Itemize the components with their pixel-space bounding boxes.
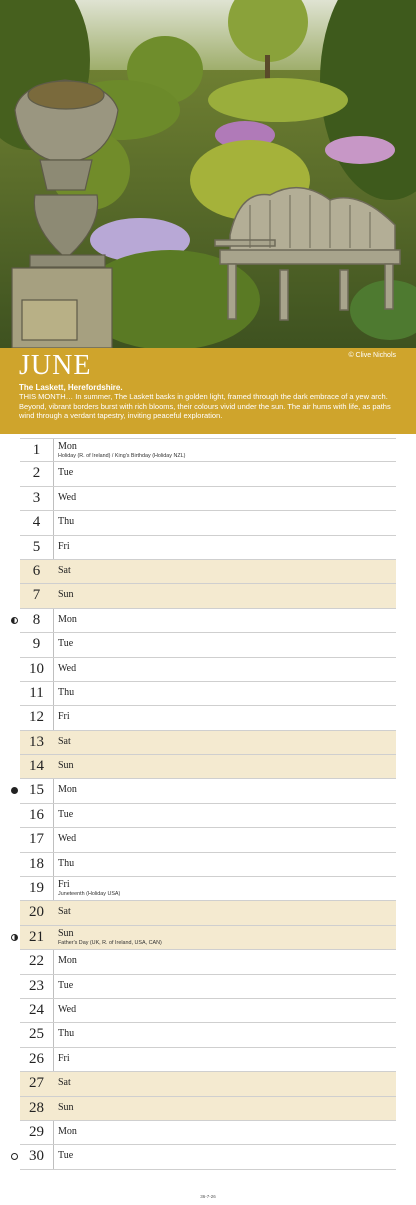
day-row[interactable] [20,536,396,560]
day-number: 14 [29,758,44,775]
day-row[interactable] [20,658,396,682]
day-row[interactable] [20,706,396,730]
day-number: 18 [29,855,44,872]
day-row[interactable] [20,560,396,584]
day-number: 1 [32,442,41,458]
day-name: Mon [58,613,77,625]
day-number: 26 [29,1050,44,1067]
day-grid [20,438,396,1170]
day-number: 15 [29,782,44,799]
moon-phase-icon [11,787,18,794]
day-row[interactable] [20,1121,396,1145]
day-row[interactable] [20,584,396,608]
day-number: 13 [29,733,44,750]
day-row[interactable] [20,804,396,828]
day-row[interactable] [20,926,396,950]
photo-location: The Laskett, Herefordshire. [19,383,123,392]
holiday-note: Father's Day (UK, R. of Ireland, USA, CAN) [58,939,162,946]
day-number: 29 [29,1123,44,1140]
holiday-note: Juneteenth (Holiday USA) [58,891,121,898]
day-number: 5 [32,538,41,555]
day-name: Thu [58,857,75,869]
day-name: Fri [58,540,70,552]
day-row[interactable] [20,1145,396,1169]
day-row[interactable] [20,462,396,486]
day-name: Thu [58,686,75,698]
day-number: 16 [29,806,44,823]
day-number: 23 [29,977,44,994]
day-row[interactable] [20,901,396,925]
day-name: Tue [58,638,74,650]
day-row[interactable] [20,877,396,901]
day-name: Tue [58,467,74,479]
day-row[interactable] [20,1072,396,1096]
photo-credit: © Clive Nichols [348,352,396,359]
garden-photo [0,0,416,348]
month-title: JUNE [19,350,92,381]
day-row[interactable] [20,828,396,852]
month-header-band [0,348,416,434]
day-number: 4 [32,514,41,531]
day-number: 20 [29,904,44,921]
day-number: 30 [29,1148,44,1165]
day-number: 22 [29,953,44,970]
day-number: 28 [29,1099,44,1116]
day-name: Mon [58,955,77,967]
day-number: 2 [32,465,41,482]
day-row[interactable] [20,999,396,1023]
day-name: Wed [58,491,77,503]
day-row[interactable] [20,511,396,535]
day-row[interactable] [20,633,396,657]
day-name: Tue [58,808,74,820]
day-name: Fri [58,711,70,723]
day-row[interactable] [20,779,396,803]
day-name: Sat [58,1077,71,1089]
day-number: 21 [29,928,44,945]
holiday-note: Holiday (R. of Ireland) / King's Birthday (Holiday NZL) [58,453,186,459]
day-row[interactable] [20,975,396,999]
day-number: 6 [32,562,41,579]
day-number: 19 [29,880,44,897]
day-row[interactable] [20,755,396,779]
day-number: 7 [32,587,41,604]
day-number: 3 [32,489,41,506]
day-name: Tue [58,979,74,991]
day-row[interactable] [20,1048,396,1072]
day-row[interactable] [20,682,396,706]
day-number: 9 [32,636,41,653]
day-number: 10 [29,660,44,677]
moon-phase-icon [11,934,18,941]
day-name: Mon [58,1125,77,1137]
day-number: 25 [29,1026,44,1043]
day-name: Thu [58,1028,75,1040]
day-name: Sun [58,1101,74,1113]
day-name: Wed [58,662,77,674]
day-name: Sat [58,735,71,747]
day-row[interactable] [20,731,396,755]
month-description [19,392,399,421]
day-name: Fri [58,1052,70,1064]
description-text: In summer, The Laskett basks in golden light, framed through the dark embrace of a yew arch. Beyond, vibrant borders burst with rich blooms, their colours vivid under the sun. The air hums with life, as paths wind through a verdant tapestry, inviting peaceful exploration. [19,392,391,420]
day-row[interactable] [20,487,396,511]
day-number: 27 [29,1075,44,1092]
day-row[interactable] [20,438,396,462]
day-number: 11 [29,684,44,701]
moon-phase-icon [11,617,18,624]
product-code: 36-7-26 [200,1194,216,1199]
day-number: 24 [29,1001,44,1018]
moon-phase-icon [11,1153,18,1160]
day-name: Sat [58,564,71,576]
day-number: 17 [29,831,44,848]
day-name: Wed [58,833,77,845]
day-name: Sun [58,589,74,601]
day-name: Tue [58,1150,74,1162]
day-name: Sat [58,906,71,918]
day-name: Mon [58,441,77,452]
day-row[interactable] [20,853,396,877]
day-name: Wed [58,1003,77,1015]
day-name: Mon [58,784,77,796]
day-number: 12 [29,709,44,726]
day-number: 8 [32,611,41,628]
day-row[interactable] [20,1097,396,1121]
day-name: Sun [58,760,74,772]
day-row[interactable] [20,609,396,633]
day-name: Fri [58,879,70,891]
day-name: Thu [58,516,75,528]
day-name: Sun [58,927,74,939]
day-row[interactable] [20,950,396,974]
day-row[interactable] [20,1023,396,1047]
description-lead: THIS MONTH… [19,392,74,401]
